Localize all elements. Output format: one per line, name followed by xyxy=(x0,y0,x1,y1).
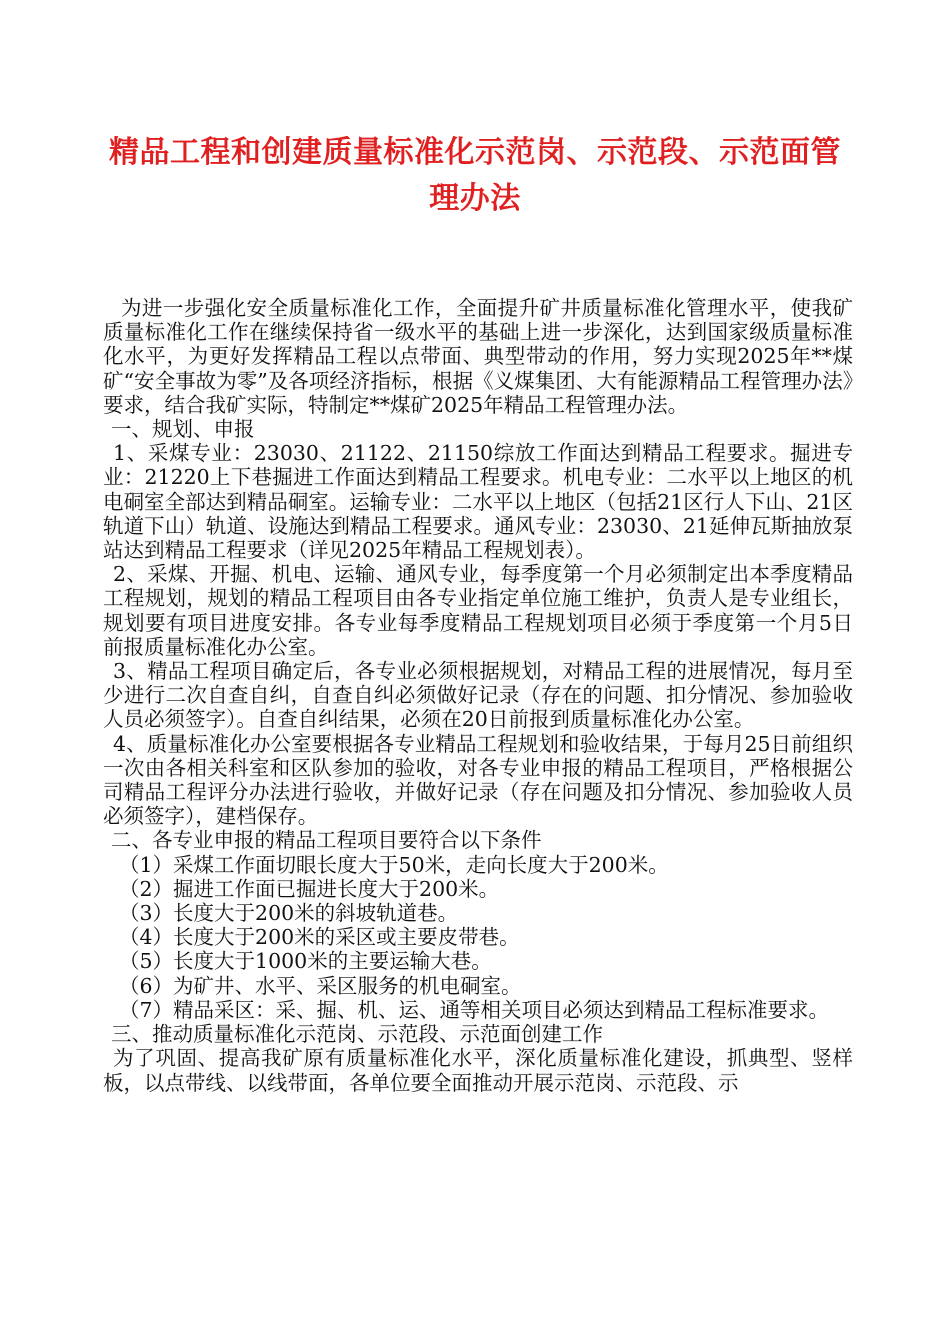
section-heading-demonstration: 三、推动质量标准化示范岗、示范段、示范面创建工作 xyxy=(111,1022,603,1047)
section-heading-conditions: 二、各专业申报的精品工程项目要符合以下条件 xyxy=(111,828,542,853)
document-body xyxy=(103,296,853,1095)
demonstration-paragraph: 为了巩固、提高我矿原有质量标准化水平，深化质量标准化建设，抓典型、竖样板，以点带线、以线带面，各单位要全面推动开展示范岗、示范段、示 xyxy=(103,1046,853,1095)
condition-item: （7）精品采区：采、掘、机、运、通等相关项目必须达到精品工程标准要求。 xyxy=(119,997,830,1022)
condition-item: （6）为矿井、水平、采区服务的机电硐室。 xyxy=(119,973,522,998)
condition-item: （3）长度大于200米的斜坡轨道巷。 xyxy=(119,901,459,926)
condition-item: （4）长度大于200米的采区或主要皮带巷。 xyxy=(119,925,520,950)
condition-item: （2）掘进工作面已掘进长度大于200米。 xyxy=(119,876,500,901)
intro-paragraph: 为进一步强化安全质量标准化工作，全面提升矿井质量标准化管理水平，使我矿质量标准化工作在继续保持省一级水平的基础上进一步深化，达到国家级质量标准化水平，为更好发挥精品工程以点带面、典型带动的作用，努力实现2025年**煤矿“安全事故为零”及各项经济指标，根据《义煤集团、大有能源精品工程管理办法》要求，结合我矿实际，特制定**煤矿2025年精品工程管理办法。 xyxy=(103,296,853,417)
planning-item-3: 3、精品工程项目确定后，各专业必须根据规划，对精品工程的进展情况，每月至少进行二次自查自纠，自查自纠必须做好记录（存在的问题、扣分情况、参加验收人员必须签字）。自查自纠结果，必须在20日前报到质量标准化办公室。 xyxy=(103,659,853,732)
condition-item: （1）采煤工作面切眼长度大于50米，走向长度大于200米。 xyxy=(119,852,669,877)
planning-item-2: 2、采煤、开掘、机电、运输、通风专业，每季度第一个月必须制定出本季度精品工程规划，规划的精品工程项目由各专业指定单位施工维护，负责人是专业组长，规划要有项目进度安排。各专业每季度精品工程规划项目必须于季度第一个月5日前报质量标准化办公室。 xyxy=(103,562,853,659)
planning-item-4: 4、质量标准化办公室要根据各专业精品工程规划和验收结果，于每月25日前组织一次由各相关科室和区队参加的验收，对各专业申报的精品工程项目，严格根据公司精品工程评分办法进行验收，并做好记录（存在问题及扣分情况、参加验收人员必须签字），建档保存。 xyxy=(103,731,853,829)
section-heading-planning: 一、规划、申报 xyxy=(111,417,255,442)
planning-item-1: 1、采煤专业：23030、21122、21150综放工作面达到精品工程要求。掘进专业：21220上下巷掘进工作面达到精品工程要求。机电专业：二水平以上地区的机电硐室全部达到精品硐室。运输专业：二水平以上地区（包括21区行人下山、21区轨道下山）轨道、设施达到精品工程要求。通风专业：23030、21延伸瓦斯抽放泵站达到精品工程要求（详见2025年精品工程规划表）。 xyxy=(103,441,853,563)
document-title: 精品工程和创建质量标准化示范岗、示范段、示范面管理办法 xyxy=(109,135,841,216)
condition-item: （5）长度大于1000米的主要运输大巷。 xyxy=(119,949,492,974)
